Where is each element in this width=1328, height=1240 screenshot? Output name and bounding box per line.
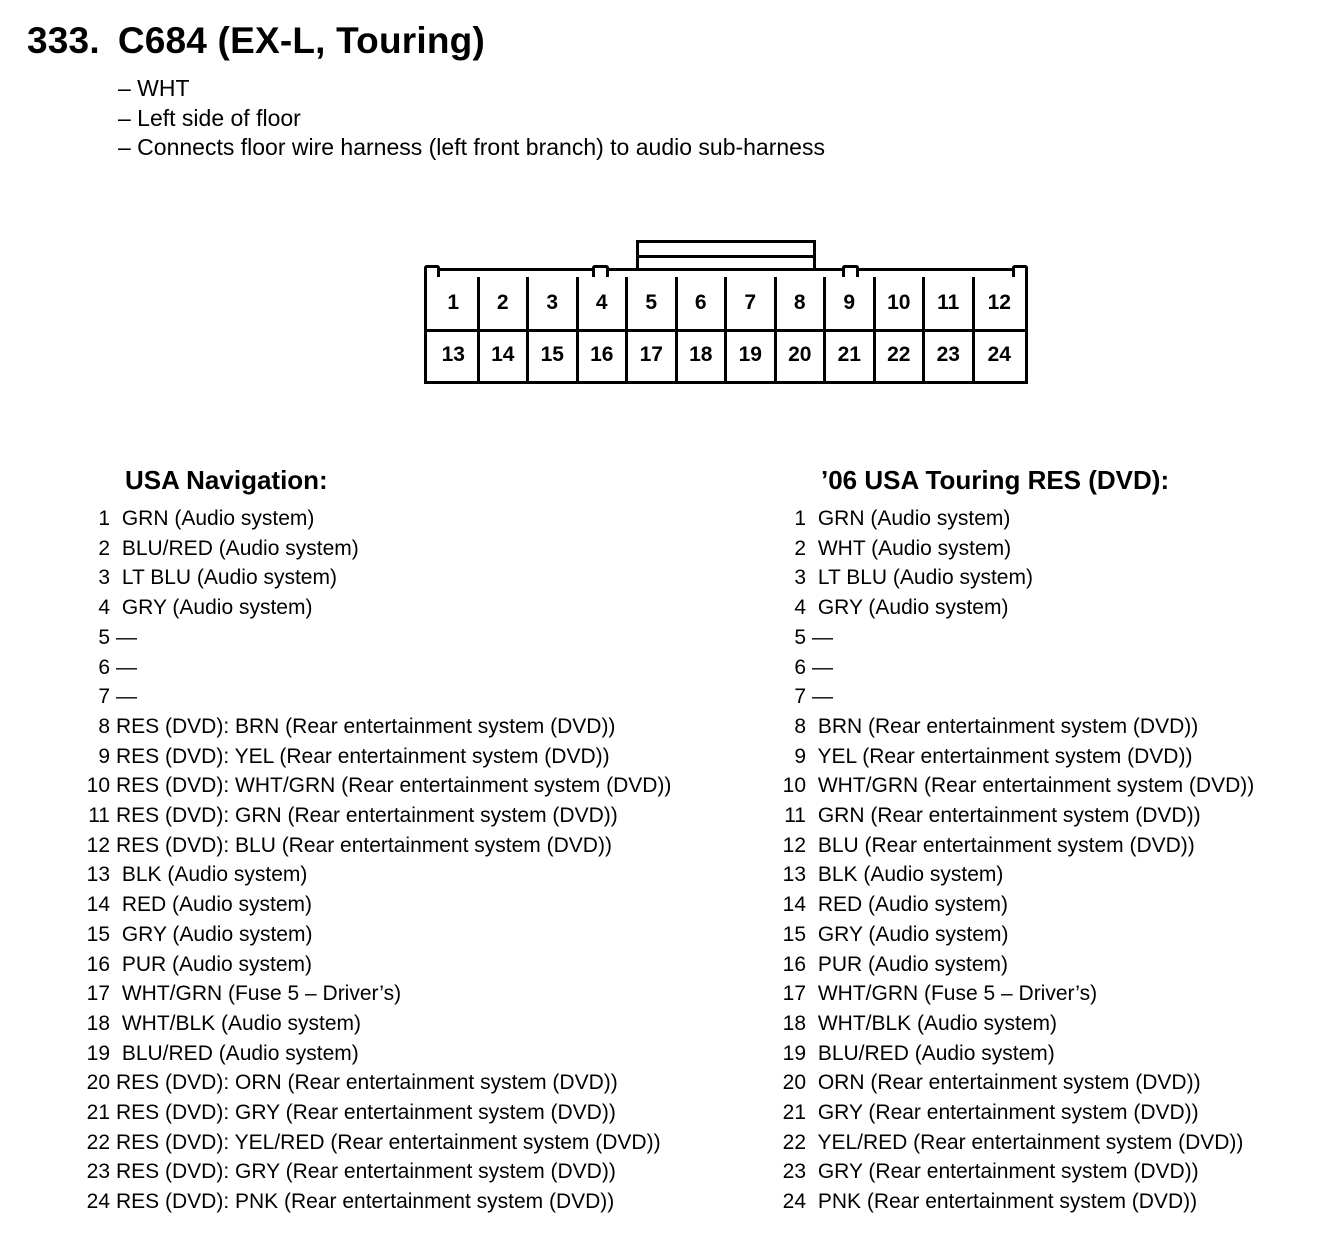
pin-number: 11	[784, 804, 806, 828]
pin-description: GRY (Audio system)	[116, 596, 313, 620]
pin-row	[82, 653, 671, 683]
connector-pin: 22	[876, 329, 926, 381]
pin-description: WHT (Audio system)	[812, 536, 1012, 560]
usa-touring-res-pin-list	[778, 504, 1254, 1217]
pin-number: 16	[782, 952, 806, 976]
pin-row	[82, 801, 671, 831]
usa-touring-res-heading: ’06 USA Touring RES (DVD):	[821, 465, 1170, 495]
pin-row	[778, 1187, 1254, 1217]
pin-description: LT BLU (Audio system)	[812, 566, 1033, 590]
pin-row	[778, 771, 1254, 801]
pin-description: RES (DVD): YEL (Rear entertainment system (DVD))	[116, 744, 610, 768]
connector-pin: 5	[628, 277, 678, 329]
pin-row	[82, 1068, 671, 1098]
pin-row	[778, 1157, 1254, 1187]
pin-description: —	[116, 685, 137, 709]
connector-diagram	[424, 240, 1030, 386]
pin-row	[778, 623, 1254, 653]
pin-description: —	[812, 685, 833, 709]
pin-description: BLK (Audio system)	[116, 863, 308, 887]
usa-touring-res-column	[778, 465, 1254, 1217]
pin-number: 12	[782, 833, 806, 857]
pin-description: RES (DVD): WHT/GRN (Rear entertainment system (DVD))	[116, 774, 672, 798]
connector-pin: 10	[876, 277, 926, 329]
pin-row	[82, 712, 671, 742]
pin-number: 9	[794, 744, 806, 768]
pin-row	[82, 1187, 671, 1217]
pin-number: 3	[98, 566, 110, 590]
pin-number: 20	[782, 1071, 806, 1095]
connector-pin: 2	[480, 277, 530, 329]
pin-row	[778, 890, 1254, 920]
pin-description: GRN (Audio system)	[116, 507, 315, 530]
pin-row	[778, 534, 1254, 564]
connector-pin: 3	[529, 277, 579, 329]
pin-number: 21	[86, 1101, 110, 1125]
connector-pin: 23	[925, 329, 975, 381]
pin-number: 22	[86, 1130, 110, 1154]
pin-number: 9	[98, 744, 110, 768]
connector-pin: 18	[678, 329, 728, 381]
pin-row	[778, 1068, 1254, 1098]
pin-number: 14	[782, 893, 806, 917]
pin-row	[778, 1128, 1254, 1158]
connector-pin: 21	[826, 329, 876, 381]
pin-row	[778, 979, 1254, 1009]
pin-description: —	[116, 625, 137, 649]
pin-row	[778, 1098, 1254, 1128]
pin-row	[82, 1128, 671, 1158]
pin-number: 23	[86, 1160, 110, 1184]
connector-pin: 12	[987, 291, 1011, 314]
pin-description: RES (DVD): YEL/RED (Rear entertainment system (DVD))	[116, 1130, 661, 1154]
connector-pin: 16	[579, 329, 629, 381]
pin-row	[82, 1009, 671, 1039]
pin-row	[82, 682, 671, 712]
connector-pin: 15	[529, 329, 579, 381]
connector-pin: 9	[826, 277, 876, 329]
pin-number: 4	[98, 596, 110, 620]
pin-number: 17	[782, 982, 806, 1006]
pin-number: 2	[794, 536, 806, 560]
pin-row	[778, 742, 1254, 772]
pin-number: 6	[98, 655, 110, 679]
pin-description: RES (DVD): BRN (Rear entertainment system (DVD))	[116, 714, 616, 738]
pin-row	[778, 1039, 1254, 1069]
connector-pin: 17	[628, 329, 678, 381]
pin-row	[82, 771, 671, 801]
pin-description: GRN (Audio system)	[812, 507, 1011, 530]
usa-navigation-column	[82, 465, 671, 1217]
connector-pin: 19	[727, 329, 777, 381]
pin-number: 18	[782, 1011, 806, 1035]
pin-description: GRY (Audio system)	[812, 922, 1009, 946]
pin-number: 18	[86, 1011, 110, 1035]
connector-pin: 1	[430, 277, 480, 329]
pin-row	[82, 890, 671, 920]
pin-row	[778, 653, 1254, 683]
pin-number: 13	[782, 863, 806, 887]
pin-description: RED (Audio system)	[812, 893, 1009, 917]
pin-description: GRY (Rear entertainment system (DVD))	[812, 1101, 1199, 1125]
pin-row	[82, 534, 671, 564]
pin-row	[778, 860, 1254, 890]
pin-number: 4	[794, 596, 806, 620]
connector-pin: 13	[430, 329, 480, 381]
pin-row	[82, 979, 671, 1009]
pin-number: 12	[86, 833, 110, 857]
connector-pin: 20	[777, 329, 827, 381]
pin-number: 10	[86, 774, 110, 798]
pin-row	[82, 860, 671, 890]
connector-lock-inner	[639, 255, 813, 258]
pin-number: 1	[794, 507, 806, 530]
pin-number: 15	[782, 922, 806, 946]
connector-tab-left	[424, 265, 440, 277]
pin-description: RES (DVD): GRN (Rear entertainment system (DVD))	[116, 804, 618, 828]
pin-row	[778, 593, 1254, 623]
pin-number: 10	[782, 774, 806, 798]
pin-number: 19	[782, 1041, 806, 1065]
connector-pin: 6	[678, 277, 728, 329]
pin-number: 1	[98, 507, 110, 530]
pin-row	[82, 623, 671, 653]
pin-number: 13	[86, 863, 110, 887]
pin-description: BLU (Rear entertainment system (DVD))	[812, 833, 1195, 857]
pin-description: PNK (Rear entertainment system (DVD))	[812, 1190, 1198, 1214]
description-line: – Connects floor wire harness (left front branch) to audio sub-harness	[118, 134, 825, 160]
pin-row	[82, 831, 671, 861]
pin-number: 14	[86, 893, 110, 917]
pin-description: YEL/RED (Rear entertainment system (DVD))	[812, 1130, 1244, 1154]
section-number: 333.	[27, 20, 100, 61]
description-line: – WHT	[118, 75, 190, 101]
pin-number: 15	[86, 922, 110, 946]
connector-pin: 24	[987, 343, 1011, 366]
pin-description: WHT/GRN (Fuse 5 – Driver’s)	[812, 982, 1098, 1006]
pin-number: 5	[794, 625, 806, 649]
pin-description: GRN (Rear entertainment system (DVD))	[812, 804, 1201, 828]
pin-description: BRN (Rear entertainment system (DVD))	[812, 714, 1199, 738]
pin-description: —	[116, 655, 137, 679]
pin-number: 6	[794, 655, 806, 679]
connector-tab	[592, 265, 609, 277]
page-title	[27, 20, 485, 62]
pin-number: 8	[794, 714, 806, 738]
pin-number: 24	[86, 1190, 110, 1214]
pin-number: 7	[794, 685, 806, 709]
pin-row	[82, 504, 671, 534]
pin-description: RED (Audio system)	[116, 893, 313, 917]
pin-description: BLU/RED (Audio system)	[812, 1041, 1055, 1065]
pin-number: 2	[98, 536, 110, 560]
pin-row	[778, 504, 1254, 534]
pin-row	[778, 712, 1254, 742]
pin-description: YEL (Rear entertainment system (DVD))	[812, 744, 1193, 768]
pin-description: BLU/RED (Audio system)	[116, 536, 359, 560]
pin-row	[778, 563, 1254, 593]
pin-row	[82, 563, 671, 593]
pin-row	[82, 1098, 671, 1128]
pin-number: 8	[98, 714, 110, 738]
pin-number: 22	[782, 1130, 806, 1154]
pin-description: WHT/BLK (Audio system)	[116, 1011, 362, 1035]
pin-description: PUR (Audio system)	[812, 952, 1009, 976]
pin-number: 3	[794, 566, 806, 590]
pin-row	[778, 801, 1254, 831]
pin-description: RES (DVD): GRY (Rear entertainment system (DVD))	[116, 1101, 616, 1125]
pin-description: ORN (Rear entertainment system (DVD))	[812, 1071, 1201, 1095]
pin-row	[82, 742, 671, 772]
pin-row	[82, 1039, 671, 1069]
connector-pin: 4	[579, 277, 629, 329]
connector-pin: 14	[480, 329, 530, 381]
pin-description: BLK (Audio system)	[812, 863, 1004, 887]
usa-navigation-heading: USA Navigation:	[125, 465, 328, 495]
connector-description	[118, 74, 825, 163]
pin-description: GRY (Rear entertainment system (DVD))	[812, 1160, 1199, 1184]
connector-tab-right	[1012, 265, 1028, 277]
pin-description: GRY (Audio system)	[116, 922, 313, 946]
pin-number: 23	[782, 1160, 806, 1184]
pin-row	[82, 593, 671, 623]
pin-row	[778, 682, 1254, 712]
pin-description: BLU/RED (Audio system)	[116, 1041, 359, 1065]
pin-description: LT BLU (Audio system)	[116, 566, 337, 590]
pin-row	[778, 920, 1254, 950]
pin-grid	[430, 277, 1024, 381]
pin-number: 11	[88, 804, 110, 828]
pin-number: 7	[98, 685, 110, 709]
pin-row	[778, 950, 1254, 980]
pin-description: —	[812, 625, 833, 649]
pin-description: —	[812, 655, 833, 679]
pin-number: 5	[98, 625, 110, 649]
pin-row	[778, 831, 1254, 861]
pin-description: RES (DVD): ORN (Rear entertainment system (DVD))	[116, 1071, 618, 1095]
pin-description: RES (DVD): BLU (Rear entertainment system (DVD))	[116, 833, 612, 857]
pin-number: 21	[782, 1101, 806, 1125]
connector-tab	[842, 265, 859, 277]
pin-row	[82, 1157, 671, 1187]
pin-row	[82, 920, 671, 950]
pin-row	[82, 950, 671, 980]
connector-pin: 11	[925, 277, 975, 329]
usa-navigation-pin-list	[82, 504, 671, 1217]
description-line: – Left side of floor	[118, 104, 301, 131]
pin-description: PUR (Audio system)	[116, 952, 313, 976]
connector-pin: 7	[727, 277, 777, 329]
pin-number: 24	[782, 1190, 806, 1214]
pin-description: GRY (Audio system)	[812, 596, 1009, 620]
pin-description: WHT/GRN (Fuse 5 – Driver’s)	[116, 982, 402, 1006]
pin-number: 19	[86, 1041, 110, 1065]
connector-title: C684 (EX-L, Touring)	[117, 20, 485, 61]
pin-number: 16	[86, 952, 110, 976]
connector-pin: 8	[777, 277, 827, 329]
pin-description: RES (DVD): GRY (Rear entertainment system (DVD))	[116, 1160, 616, 1184]
pin-description: WHT/GRN (Rear entertainment system (DVD))	[812, 774, 1255, 798]
pin-description: WHT/BLK (Audio system)	[812, 1011, 1058, 1035]
pin-number: 17	[86, 982, 110, 1006]
pin-row	[778, 1009, 1254, 1039]
pin-number: 20	[86, 1071, 110, 1095]
pin-description: RES (DVD): PNK (Rear entertainment system (DVD))	[116, 1190, 615, 1214]
